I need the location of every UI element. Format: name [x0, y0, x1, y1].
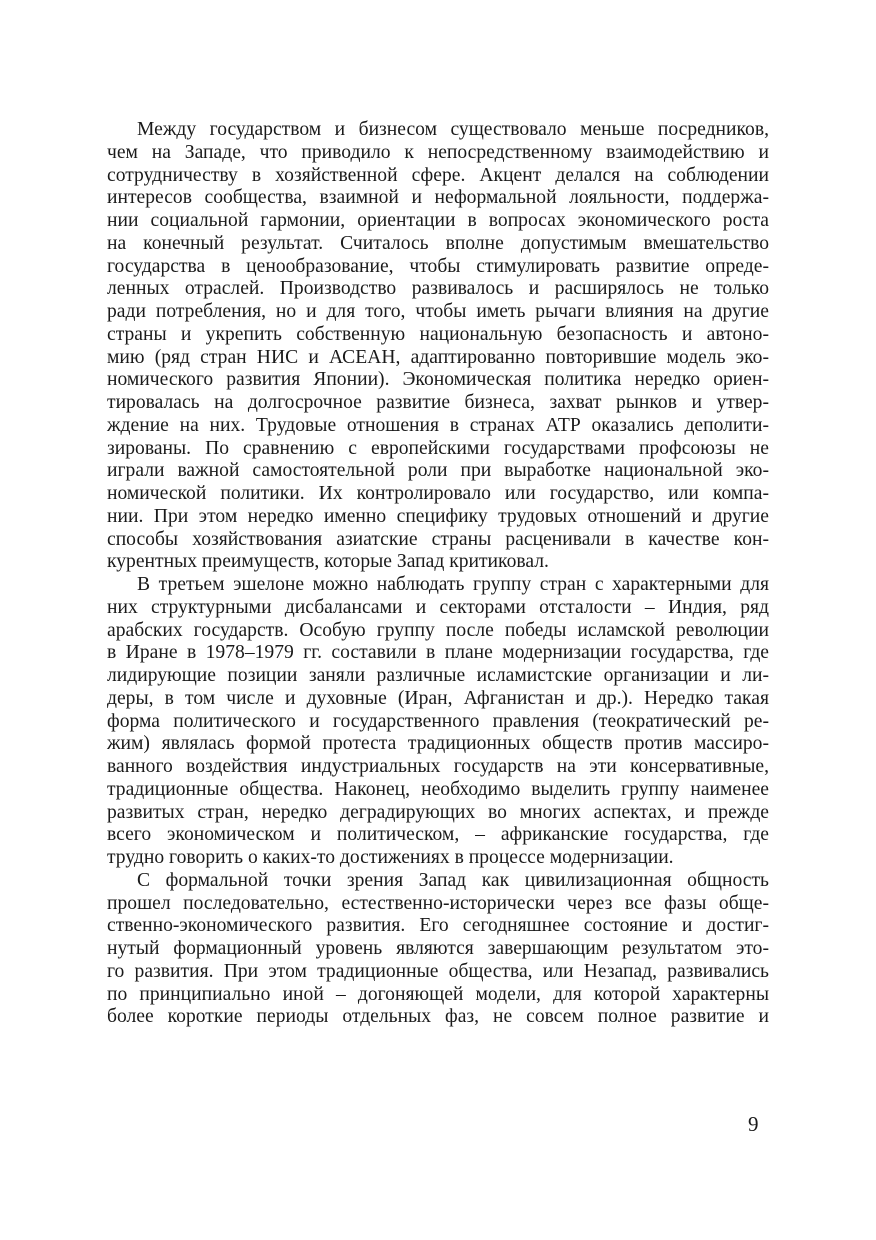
text-line: развитых стран, нередко деградирующих во многих аспектах, и прежде [107, 801, 769, 823]
text-line: чем на Западе, что приводило к непосредственному взаимодействию и [107, 141, 769, 163]
text-line: зированы. По сравнению с европейскими государствами профсоюзы не [107, 437, 769, 459]
text-line: интересов сообщества, взаимной и неформальной лояльности, поддержа- [107, 187, 769, 209]
paragraph [107, 574, 769, 870]
text-line: В третьем эшелоне можно наблюдать группу стран с характерными для [137, 574, 769, 595]
text-line: лидирующие позиции заняли различные исламистские организации и ли- [107, 665, 769, 686]
text-line: нии. При этом нередко именно специфику трудовых отношений и другие [107, 505, 769, 527]
page-number: 9 [748, 1112, 759, 1136]
text-line: более короткие периоды отдельных фаз, не совсем полное развитие и [107, 1006, 769, 1028]
text-line: ради потребления, но и для того, чтобы иметь рычаги влияния на другие [107, 301, 769, 322]
text-line: традиционные общества. Наконец, необходимо выделить группу наименее [107, 778, 769, 800]
text-line: ленных отраслей. Производство развивалось и расширялось не только [107, 278, 769, 300]
text-line: играли важной самостоятельной роли при выработке национальной эко- [107, 460, 769, 482]
text-line: на конечный результат. Считалось вполне допустимым вмешательство [107, 232, 769, 254]
text-line: курентных преимуществ, которые Запад критиковал. [107, 551, 549, 573]
text-line: Между государством и бизнесом существовало меньше посредников, [137, 119, 769, 140]
text-line: мию (ряд стран НИС и АСЕАН, адаптированно повторившие модель эко- [107, 346, 769, 368]
text-line: номического развития Японии). Экономическая политика нередко ориен- [107, 369, 769, 391]
text-line: ванного воздействия индустриальных государств на эти консервативные, [107, 756, 769, 777]
text-line: в Иране в 1978–1979 гг. составили в плане модернизации государства, где [107, 642, 769, 664]
text-line: способы хозяйствования азиатские страны расценивали в качестве кон- [107, 528, 769, 550]
text-line: по принципиально иной – догоняющей модели, для которой характерны [107, 983, 769, 1005]
text-line: нии социальной гармонии, ориентации в вопросах экономического роста [107, 210, 769, 231]
text-line: номической политики. Их контролировало или государство, или компа- [107, 483, 769, 504]
paragraph [107, 119, 769, 574]
text-line: них структурными дисбалансами и секторами отсталости – Индия, ряд [107, 596, 769, 618]
body-text [107, 119, 769, 1029]
paragraph [107, 870, 769, 1029]
text-line: всего экономическом и политическом, – африканские государства, где [107, 824, 769, 846]
text-line: жим) являлась формой протеста традиционных обществ против массиро- [107, 733, 769, 755]
text-line: прошел последовательно, естественно-исторически через все фазы обще- [107, 892, 769, 914]
text-line: деры, в том числе и духовные (Иран, Афганистан и др.). Нередко такая [107, 687, 769, 709]
text-line: государства в ценообразование, чтобы стимулировать развитие опреде- [107, 255, 769, 277]
text-line: ждение на них. Трудовые отношения в странах АТР оказались деполити- [107, 414, 769, 436]
text-line: ственно-экономического развития. Его сегодняшнее состояние и достиг- [107, 915, 769, 937]
text-line: нутый формационный уровень являются завершающим результатом это- [107, 938, 769, 959]
text-line: страны и укрепить собственную национальную безопасность и автоно- [107, 323, 769, 345]
text-line: трудно говорить о каких-то достижениях в процессе модернизации. [107, 847, 674, 868]
text-line: С формальной точки зрения Запад как цивилизационная общность [137, 869, 769, 891]
text-line: форма политического и государственного правления (теократический ре- [107, 710, 769, 732]
text-line: сотрудничеству в хозяйственной сфере. Акцент делался на соблюдении [107, 164, 769, 186]
text-line: го развития. При этом традиционные общества, или Незапад, развивались [107, 960, 769, 982]
text-line: арабских государств. Особую группу после победы исламской революции [107, 619, 769, 641]
text-line: тировалась на долгосрочное развитие бизнеса, захват рынков и утвер- [107, 392, 769, 413]
